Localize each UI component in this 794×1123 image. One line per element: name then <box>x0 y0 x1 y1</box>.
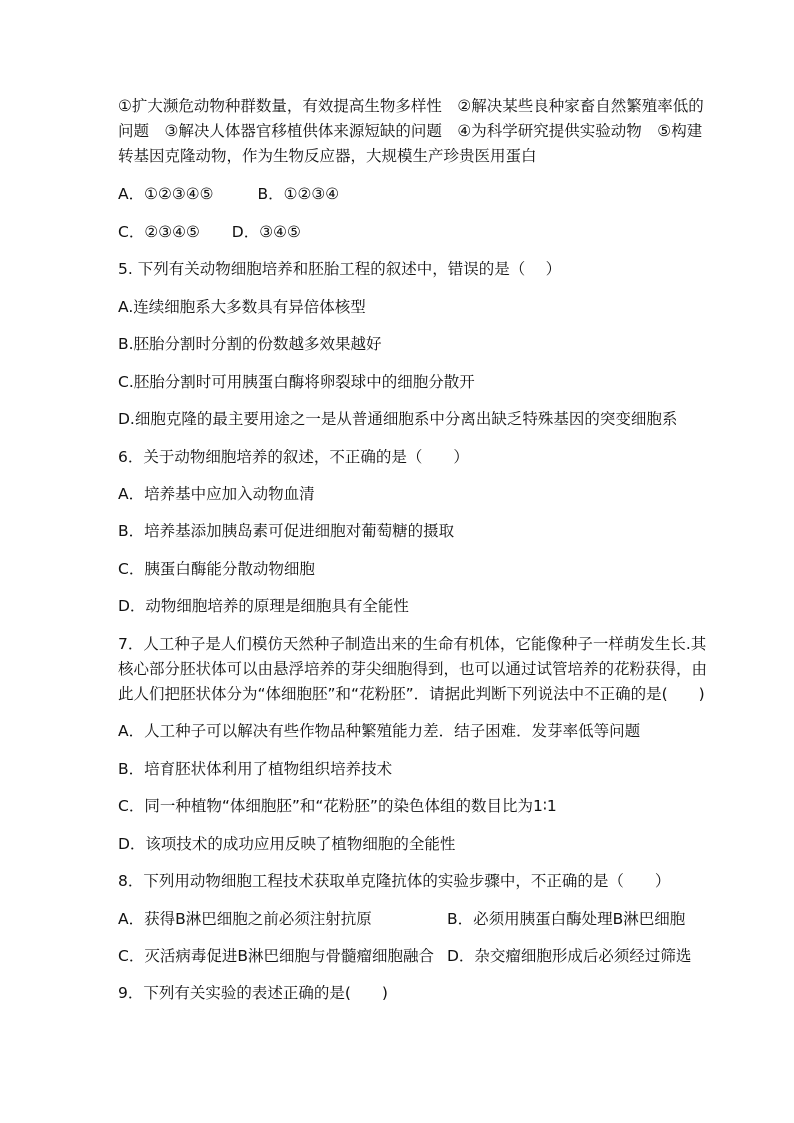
q9-stem: 9．下列有关实验的表述正确的是( ) <box>118 984 388 1002</box>
q5-option-d: D.细胞克隆的最主要用途之一是从普通细胞系中分离出缺乏特殊基因的突变细胞系 <box>118 410 678 428</box>
q4-option-c: C．②③④⑤ <box>118 223 200 241</box>
q7-stem-line-3: 此人们把胚状体分为“体细胞胚”和“花粉胚”．请据此判断下列说法中不正确的是( ) <box>118 685 705 703</box>
q5-option-b: B.胚胎分割时分割的份数越多效果越好 <box>118 335 382 353</box>
q6-option-d: D．动物细胞培养的原理是细胞具有全能性 <box>118 597 409 615</box>
q4-option-d: D．③④⑤ <box>231 223 301 241</box>
q7-option-d: D．该项技术的成功应用反映了植物细胞的全能性 <box>118 835 456 853</box>
intro-line-2: 问题 ③解决人体器官移植供体来源短缺的问题 ④为科学研究提供实验动物 ⑤构建 <box>118 122 703 140</box>
intro-line-1: ①扩大濒危动物种群数量，有效提高生物多样性 ②解决某些良种家畜自然繁殖率低的 <box>118 97 704 115</box>
q5-option-a: A.连续细胞系大多数具有异倍体核型 <box>118 298 366 316</box>
q4-options-row-1 <box>118 184 339 204</box>
q6-option-a: A．培养基中应加入动物血清 <box>118 485 315 503</box>
q6-option-c: C．胰蛋白酶能分散动物细胞 <box>118 560 315 578</box>
intro-line-3: 转基因克隆动物，作为生物反应器，大规模生产珍贵医用蛋白 <box>118 147 537 165</box>
q4-options-row-2 <box>118 222 301 242</box>
q4-option-a: A．①②③④⑤ <box>118 185 214 203</box>
q7-stem-line-1: 7．人工种子是人们模仿天然种子制造出来的生命有机体，它能像种子一样萌发生长.其 <box>118 635 707 653</box>
q8-option-a: A．获得B淋巴细胞之前必须注射抗原 <box>118 910 372 928</box>
q8-option-d: D．杂交瘤细胞形成后必须经过筛选 <box>447 947 692 965</box>
q8-option-c: C．灭活病毒促进B淋巴细胞与骨髓瘤细胞融合 <box>118 947 434 965</box>
q5-stem: 5. 下列有关动物细胞培养和胚胎工程的叙述中，错误的是（ ） <box>118 260 562 278</box>
q4-option-b: B．①②③④ <box>257 185 340 203</box>
q7-option-b: B．培育胚状体利用了植物组织培养技术 <box>118 760 393 778</box>
q5-option-c: C.胚胎分割时可用胰蛋白酶将卵裂球中的细胞分散开 <box>118 373 475 391</box>
q6-stem: 6．关于动物细胞培养的叙述，不正确的是（ ） <box>118 448 469 466</box>
q7-option-a: A．人工种子可以解决有些作物品种繁殖能力差．结子困难．发芽率低等问题 <box>118 722 641 740</box>
q6-option-b: B．培养基添加胰岛素可促进细胞对葡萄糖的摄取 <box>118 522 455 540</box>
q7-option-c: C．同一种植物“体细胞胚”和“花粉胚”的染色体组的数目比为1∶1 <box>118 797 557 815</box>
q7-stem-line-2: 核心部分胚状体可以由悬浮培养的芽尖细胞得到，也可以通过试管培养的花粉获得，由 <box>118 660 708 678</box>
q8-stem: 8．下列用动物细胞工程技术获取单克隆抗体的实验步骤中，不正确的是（ ） <box>118 872 671 890</box>
q8-option-b: B．必须用胰蛋白酶处理B淋巴细胞 <box>447 910 686 928</box>
